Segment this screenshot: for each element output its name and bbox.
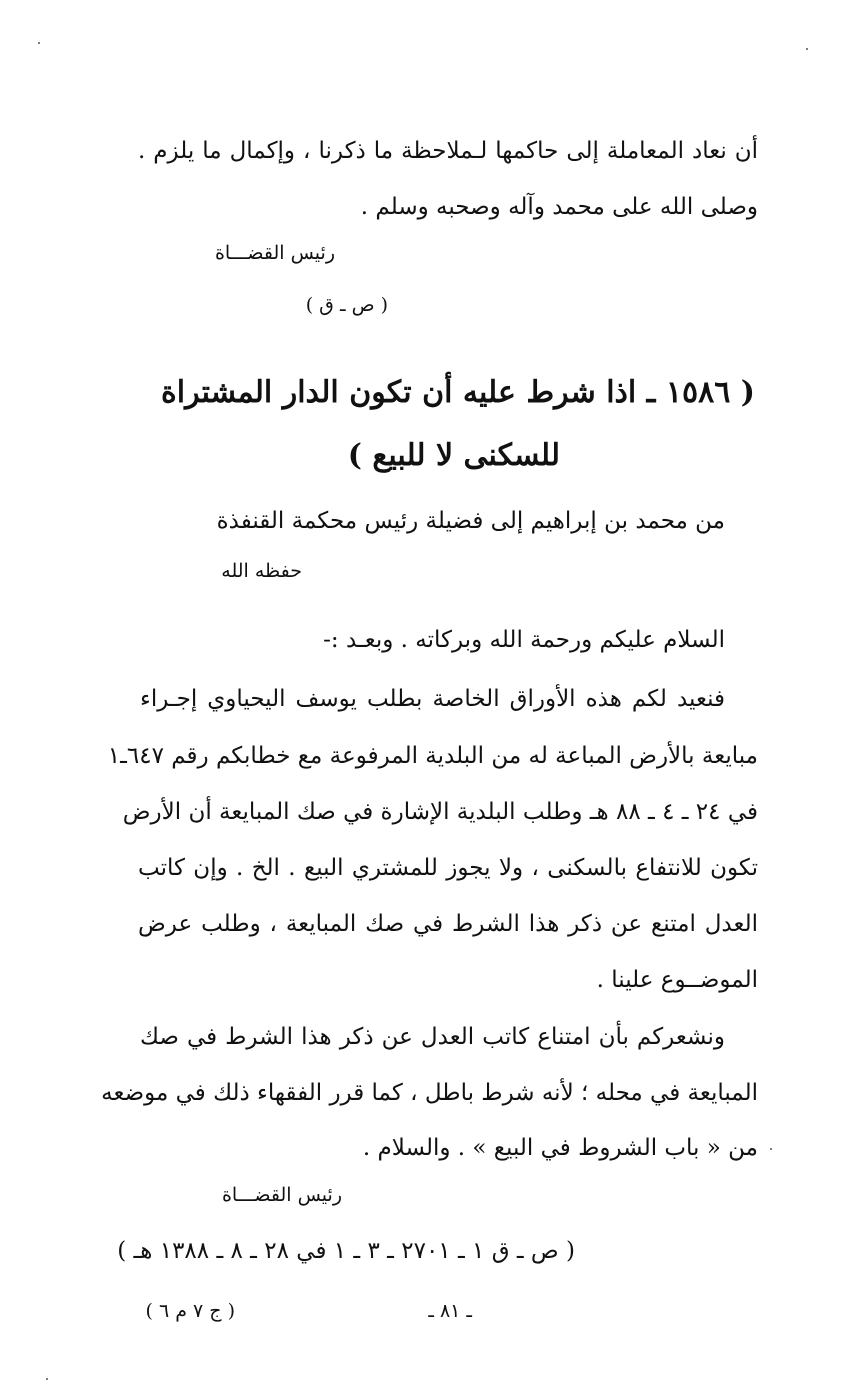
- letter-body-line-7: ونشعركم بأن امتناع كاتب العدل عن ذكر هذا الشرط في صك: [140, 1024, 725, 1050]
- prev-reference: ( ص ـ ق ): [305, 294, 388, 316]
- scan-speck: [46, 1378, 48, 1380]
- letter-signature: رئيس القضـــاة: [221, 1184, 342, 1206]
- scan-speck: [770, 1148, 772, 1150]
- letter-body-line-9: من « باب الشروط في البيع » . والسلام .: [362, 1135, 758, 1161]
- scan-speck: [806, 48, 808, 50]
- letter-from-line-2: حفظه الله: [221, 560, 302, 582]
- volume-reference: ( ج ٧ م ٦ ): [145, 1300, 235, 1322]
- letter-reference: ( ص ـ ق ١ ـ ٢٧٠١ ـ ٣ ـ ١ في ٢٨ ـ ٨ ـ ١٣٨٨ هـ ): [117, 1238, 575, 1264]
- letter-body-line-8: المبايعة في محله ؛ لأنه شرط باطل ، كما قرر الفقهاء ذلك في موضعه: [101, 1080, 758, 1106]
- letter-body-line-4: تكون للانتفاع بالسكنى ، ولا يجوز للمشتري البيع . الخ . وإن كاتب: [138, 855, 758, 881]
- page-number: ـ ٨١ ـ: [428, 1300, 472, 1322]
- prev-letter-line-1: أن نعاد المعاملة إلى حاكمها لـملاحظة ما ذكرنا ، وإكمال ما يلزم .: [138, 138, 758, 164]
- letter-greeting: السلام عليكم ورحمة الله وبركاته . وبعـد :-: [323, 627, 725, 653]
- letter-from-line: من محمد بن إبراهيم إلى فضيلة رئيس محكمة القنفذة: [216, 508, 725, 534]
- prev-signature: رئيس القضـــاة: [214, 242, 335, 264]
- section-heading-line-2: للسكنى لا للبيع ): [347, 438, 560, 473]
- letter-body-line-2: مبايعة بالأرض المباعة له من البلدية المرفوعة مع خطابكم رقم ٦٤٧ـ١: [107, 743, 758, 769]
- letter-body-line-1: فنعيد لكم هذه الأوراق الخاصة بطلب يوسف اليحياوي إجـراء: [140, 686, 725, 712]
- letter-body-line-5: العدل امتنع عن ذكر هذا الشرط في صك المبايعة ، وطلب عرض: [138, 911, 758, 937]
- letter-body-line-3: في ٢٤ ـ ٤ ـ ٨٨ هـ وطلب البلدية الإشارة في صك المبايعة أن الأرض: [122, 799, 758, 825]
- section-heading-line-1: ( ١٥٨٦ ـ اذا شرط عليه أن تكون الدار المشتراة: [161, 375, 755, 410]
- prev-letter-line-2: وصلى الله على محمد وآله وصحبه وسلم .: [360, 194, 758, 220]
- scan-speck: [38, 42, 40, 44]
- letter-body-line-6: الموضــوع علينا .: [596, 967, 758, 993]
